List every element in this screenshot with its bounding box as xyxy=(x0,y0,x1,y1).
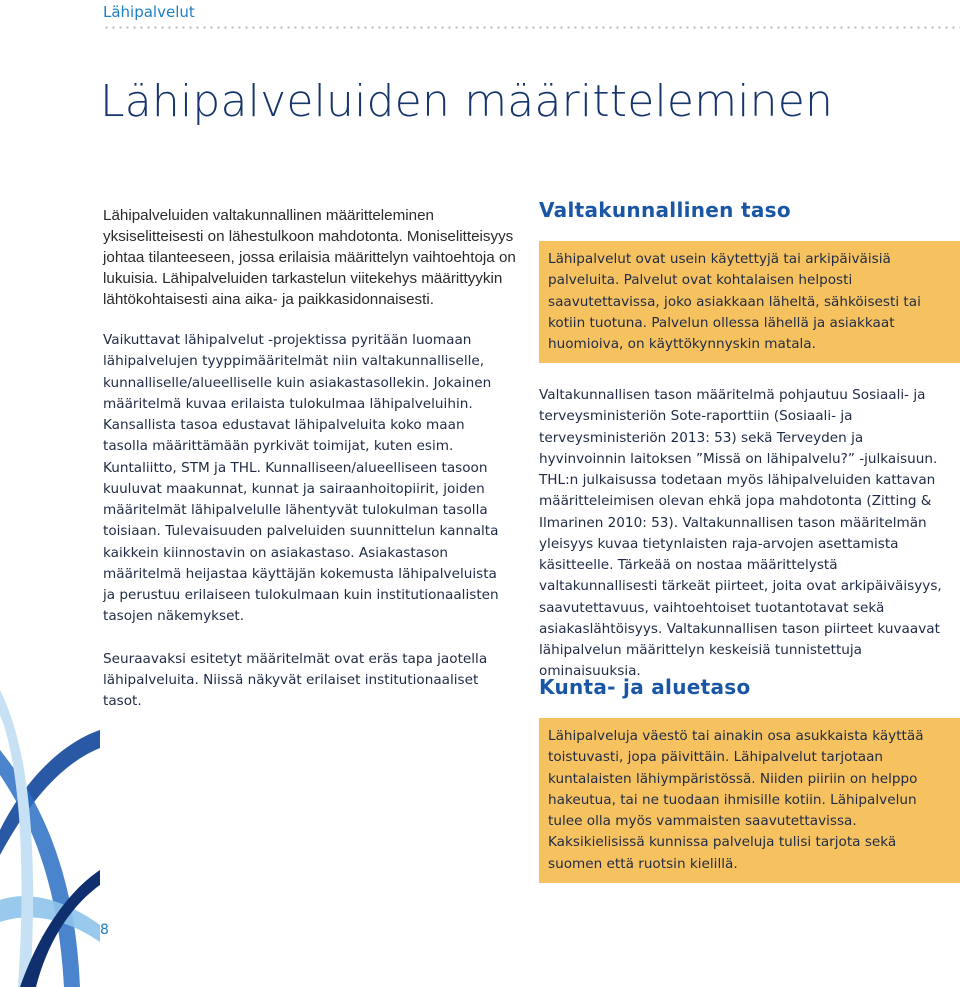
page-title: Lähipalveluiden määritteleminen xyxy=(100,76,834,127)
national-body-text: Valtakunnallisen tason määritelmä pohjautuu Sosiaali- ja terveysministeriön Sote-raporttiin (Sosiaali- ja terveysministeriön 2013: 53) sekä Terveyden ja hyvinvoinnin laitoksen ”Missä on lähipalvelu?” -julkaisuun. THL:n julkaisussa todetaan myös lähipalveluiden kattavan määritteleimisen olevan ehkä jopa mahdotonta (Zitting & Ilmarinen 2010: 53). Valtakunnallisen tason määritelmän yleisyys kuvaa tietynlaisten raja-arvojen asettamista käsitteelle. Tärkeää on nostaa määrittelystä valtakunnallisesti tärkeät piirteet, joita ovat arkipäiväisyys, saavutettavuus, vaihtoehtoiset tuotantotavat sekä asiakaslähtöisyys. Valtakunnallisen tason piirteet kuvaavat lähipalvelun määrittelyn keskeisiä tunnistettuja ominaisuuksia. xyxy=(539,387,942,680)
heading-national-level: Valtakunnallinen taso xyxy=(539,198,791,222)
dotted-divider xyxy=(103,26,960,29)
intro-paragraph: Lähipalveluiden valtakunnallinen määritteleminen yksiselitteisesti on lähestulkoon mahdotonta. Moniselitteisyys johtaa tilanteeseen, jossa erilaisia määrittelyn vaihtoehtoja on lukuisia. Lähipalveluiden tarkastelun viitekehys määrittyykin lähtökohtaisesti aina aika- ja paikkasidonnaisesti. xyxy=(103,207,516,308)
left-column xyxy=(103,330,513,733)
heading-municipal-level: Kunta- ja aluetaso xyxy=(539,675,751,699)
municipal-definition-box: Lähipalveluja väestö tai ainakin osa asukkaista käyttää toistuvasti, jopa päivittäin. Lähipalvelut tarjotaan kuntalaisten lähiympäristössä. Niiden piiriin on helppo hakeutua, tai ne tuodaan ihmisille kotiin. Lähipalvelun tulee olla myös vammaisten saavutettavissa. Kaksikielisissä kunnissa palveluja tulisi tarjota sekä suomen että ruotsin kielillä. xyxy=(539,718,960,883)
left-paragraph-2: Seuraavaksi esitetyt määritelmät ovat eräs tapa jaotella lähipalveluita. Niissä näkyvät erilaiset institutionaaliset tasot. xyxy=(103,650,488,709)
section-label: Lähipalvelut xyxy=(103,3,195,21)
page-number: 8 xyxy=(100,922,109,938)
national-definition-box: Lähipalvelut ovat usein käytettyjä tai arkipäiväisiä palveluita. Palvelut ovat kohtalaisen helposti saavutettavissa, joko asiakkaan läheltä, sähköisesti tai kotiin tuotuna. Palvelun ollessa lähellä ja asiakkaat huomioiva, on käyttökynnyskin matala. xyxy=(539,241,960,363)
left-paragraph-1: Vaikuttavat lähipalvelut -projektissa pyritään luomaan lähipalvelujen tyyppimääritelmät niin valtakunnalliselle, kunnalliselle/alueelliselle kuin asiakastasollekin. Jokainen määritelmä kuvaa erilaista tulokulmaa lähipalveluihin. Kansallista tasoa edustavat lähipalveluita koko maan tasolla määrittämään pyrkivät toimijat, kuten esim. Kuntaliitto, STM ja THL. Kunnalliseen/alueelliseen tasoon kuuluvat maakunnat, kunnat ja sairaanhoitopiirit, joiden määritelmät lähipalvelulle lähentyvät tulokulman tasolla toisiaan. Tulevaisuuden palveluiden suunnittelun kannalta kaikkein kiinnostavin on asiakastaso. Asiakastason määritelmä heijastaa käyttäjän kokemusta lähipalveluista ja perustuu erilaiseen tulokulmaan kuin institutionaalisten tasojen näkemykset. xyxy=(103,332,499,625)
decorative-swirl-graphic xyxy=(0,570,100,987)
